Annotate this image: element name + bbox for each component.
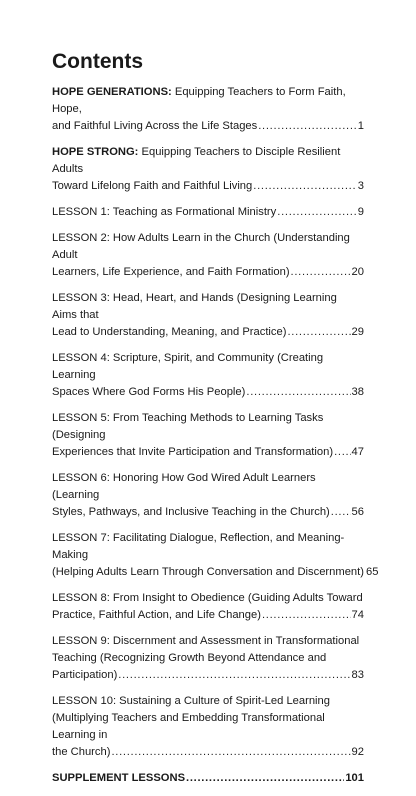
toc-entry-text: Spaces Where God Forms His People) (52, 386, 246, 398)
toc-entry-line (52, 504, 364, 521)
toc-entry-line (52, 564, 379, 581)
toc-entry-line: (Multiplying Teachers and Embedding Transformational Learning in (52, 712, 325, 741)
toc-entry-line (52, 324, 364, 341)
dot-leader (186, 770, 344, 787)
dot-leader (262, 607, 351, 624)
toc-entry-lesson-4 (52, 350, 364, 401)
toc-entry-text: Participation) (52, 669, 118, 681)
dot-leader (277, 204, 357, 221)
toc-entry-text: and Faithful Living Across the Life Stages (52, 120, 258, 132)
toc-entry-bold-label: HOPE STRONG: (52, 146, 139, 158)
toc-entry-lesson-8 (52, 590, 364, 624)
toc-entry-line (52, 607, 364, 624)
toc-entry-line (52, 744, 364, 761)
dot-leader (291, 264, 351, 281)
page-number: 56 (351, 506, 364, 518)
toc-entry-line (52, 204, 364, 221)
page-title: Contents (52, 50, 143, 73)
toc-entry-line (52, 667, 364, 684)
toc-entry-lesson-2 (52, 230, 364, 281)
page-number: 38 (351, 386, 364, 398)
toc-entry-lesson-10 (52, 693, 364, 761)
toc-entry-line (52, 84, 364, 118)
toc-entry-line: LESSON 9: Discernment and Assessment in Transformational (52, 635, 360, 647)
dot-leader (258, 118, 357, 135)
toc-entry-hope-generations (52, 84, 364, 135)
toc-entry-text: Practice, Faithful Action, and Life Change) (52, 609, 261, 621)
toc-entry-text: SUPPLEMENT LESSONS (52, 772, 186, 784)
toc-entry-lesson-7 (52, 530, 379, 581)
toc-entry-line: LESSON 7: Facilitating Dialogue, Reflection, and Meaning-Making (52, 532, 345, 561)
page-number: 92 (351, 746, 364, 758)
toc-entry-line: LESSON 3: Head, Heart, and Hands (Designing Learning Aims that (52, 292, 337, 321)
toc-entry-line (52, 384, 364, 401)
toc-entry-line (52, 118, 364, 135)
dot-leader (287, 324, 350, 341)
toc-entry-lesson-9 (52, 633, 364, 684)
toc-entry-lesson-6 (52, 470, 364, 521)
page-number: 74 (351, 609, 364, 621)
toc-entry-text: Toward Lifelong Faith and Faithful Living (52, 180, 253, 192)
page-number: 83 (351, 669, 364, 681)
page-number: 65 (365, 566, 379, 578)
toc-entry-line (52, 770, 364, 787)
toc-entry-text: Equipping Teachers to Form Faith, Hope, (52, 86, 346, 115)
toc-entry-text: the Church) (52, 746, 111, 758)
toc-entry-line: Teaching (Recognizing Growth Beyond Attendance and (52, 652, 327, 664)
toc-entry-text: LESSON 1: Teaching as Formational Ministry (52, 206, 277, 218)
dot-leader (331, 504, 351, 521)
toc-entry-bold-label: HOPE GENERATIONS: (52, 86, 172, 98)
toc-entry-text: Learners, Life Experience, and Faith Formation) (52, 266, 290, 278)
page-number: 29 (351, 326, 364, 338)
toc-entry-text: Styles, Pathways, and Inclusive Teaching in the Church) (52, 506, 330, 518)
toc-entry-hope-strong (52, 144, 364, 195)
page-number: 101 (345, 772, 364, 784)
toc-entry-line (52, 444, 364, 461)
dot-leader (111, 744, 350, 761)
toc-entry-lesson-3 (52, 290, 364, 341)
toc-entry-line (52, 144, 364, 178)
toc-entry-line: LESSON 10: Sustaining a Culture of Spirit-Led Learning (52, 695, 330, 707)
toc-entry-supplement (52, 770, 364, 787)
toc-entry-line: LESSON 5: From Teaching Methods to Learning Tasks (Designing (52, 412, 324, 441)
page-number: 20 (351, 266, 364, 278)
toc-entry-line: LESSON 2: How Adults Learn in the Church (Understanding Adult (52, 232, 350, 261)
toc-entry-lesson-5 (52, 410, 364, 461)
dot-leader (334, 444, 350, 461)
page-number: 3 (357, 180, 364, 192)
toc-entry-line: LESSON 4: Scripture, Spirit, and Community (Creating Learning (52, 352, 324, 381)
toc-entry-line: LESSON 6: Honoring How God Wired Adult Learners (Learning (52, 472, 316, 501)
toc-entry-text: (Helping Adults Learn Through Conversation and Discernment) (52, 566, 364, 578)
toc-entry-text: Lead to Understanding, Meaning, and Practice) (52, 326, 287, 338)
page-number: 47 (351, 446, 364, 458)
toc-entry-line (52, 264, 364, 281)
toc-entry-text: Experiences that Invite Participation and Transformation) (52, 446, 334, 458)
toc-entry-lesson-1 (52, 204, 364, 221)
toc-entry-text: Equipping Teachers to Disciple Resilient Adults (52, 146, 341, 175)
dot-leader (253, 178, 357, 195)
dot-leader (118, 667, 350, 684)
page-number: 1 (357, 120, 364, 132)
toc-entry-line (52, 178, 364, 195)
toc-entry-line: LESSON 8: From Insight to Obedience (Guiding Adults Toward (52, 592, 363, 604)
table-of-contents (52, 84, 379, 796)
dot-leader (246, 384, 350, 401)
page-number: 9 (357, 206, 364, 218)
